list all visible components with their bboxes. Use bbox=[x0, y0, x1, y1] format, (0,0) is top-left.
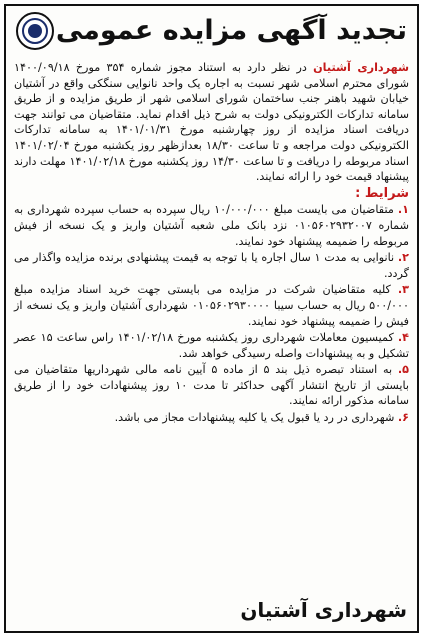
term-text: کمیسیون معاملات شهرداری روز یکشنبه مورخ ۱۴۰۱/۰۲/۱۸ راس ساعت ۱۵ عصر تشکیل و به پیشنهادات واصله رسیدگی خواهد شد. bbox=[14, 331, 409, 360]
intro-paragraph bbox=[14, 60, 409, 185]
terms-heading: شرایط : bbox=[355, 185, 409, 201]
notice-header bbox=[6, 6, 417, 56]
term-number: ۴. bbox=[397, 331, 410, 345]
notice-frame bbox=[4, 4, 419, 633]
municipality-emblem-icon bbox=[16, 12, 54, 50]
term-text: به استناد تبصره ذیل بند ۵ از ماده ۵ آیین نامه مالی شهرداریها متقاضیان می بایستی از تاریخ انتشار آگهی حداکثر تا مدت ۱۰ روز پیشنهادات خود را از طریق سامانه مذکور ارائه نمایند. bbox=[14, 363, 409, 408]
term-item bbox=[14, 282, 409, 329]
term-text: شهرداری در رد یا قبول یک یا کلیه پیشنهادات مجاز می باشد. bbox=[114, 411, 395, 425]
term-text: متقاضیان می بایست مبلغ ۱۰/۰۰۰/۰۰۰ ریال سپرده به حساب سپرده شهرداری به شماره ۰۱۰۵۶۰۲۹۳۲۰۰۷ نزد بانک ملی شعبه آشتیان واریز و یک نسخه از فیش مربوطه را ضمیمه پیشنهاد خود نمایند. bbox=[14, 203, 409, 248]
term-number: ۳. bbox=[397, 283, 409, 297]
term-item bbox=[14, 250, 409, 281]
term-text: کلیه متقاضیان شرکت در مزایده می بایستی جهت خرید اسناد مزایده مبلغ ۵۰۰/۰۰۰ ریال به حساب سیبا ۰۱۰۵۶۰۲۹۳۰۰۰۰ شهرداری آشتیان واریز و یک نسخه از فیش را ضمیمه پیشنهاد خود نمایند. bbox=[14, 283, 409, 328]
term-text: نانوایی به مدت ۱ سال اجاره یا با توجه به قیمت پیشنهادی برنده مزایده واگذار می گردد. bbox=[14, 251, 409, 280]
term-item bbox=[14, 202, 409, 249]
notice-body bbox=[14, 60, 409, 587]
term-item bbox=[14, 362, 409, 409]
notice-title: تجدید آگهی مزایده عمومی bbox=[55, 15, 407, 46]
term-number: ۲. bbox=[397, 251, 409, 265]
term-number: ۶. bbox=[397, 411, 409, 425]
term-number: ۱. bbox=[397, 203, 410, 217]
term-item bbox=[14, 410, 409, 426]
intro-text: در نظر دارد به استناد مجوز شماره ۳۵۴ مورخ ۱۴۰۰/۰۹/۱۸ شورای محترم اسلامی شهر نسبت به اجاره یک واحد نانوایی سنگکی واقع در آشتیان خیابان شهید باهنر جنب ساختمان شورای اسلامی شهر از طریق مزایده و از طریق سامانه تدارکات الکترونیکی دولت به شرح ذیل اقدام نماید. متقاضیان می توانند جهت دریافت اسناد مزایده از روز چهارشنبه مورخ ۱۴۰۱/۰۱/۳۱ به سامانه تدارکات الکترونیکی دولت مراجعه و تا ساعت ۱۸/۳۰ بعدازظهر روز یکشنبه مورخ ۱۴۰۱/۰۲/۰۴ اسناد مربوطه را دریافت و تا ساعت ۱۴/۳۰ روز یکشنبه مورخ ۱۴۰۱/۰۲/۱۸ مهلت دارند پیشنهاد قیمت خود را ارائه نمایند. bbox=[14, 61, 409, 184]
term-number: ۵. bbox=[397, 363, 409, 377]
emblem-core bbox=[28, 24, 42, 38]
org-name: شهرداری آشتیان bbox=[313, 61, 410, 74]
term-item bbox=[14, 330, 409, 361]
signature: شهرداری آشتیان bbox=[240, 598, 407, 622]
